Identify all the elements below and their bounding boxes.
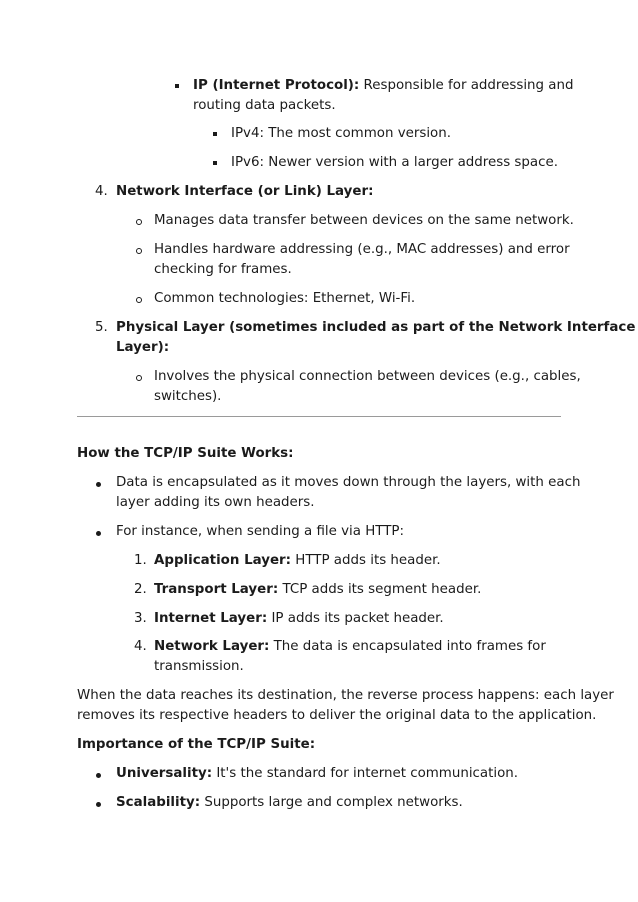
list-number: 5. xyxy=(95,320,108,335)
hollow-circle-bullet-icon xyxy=(136,297,142,303)
how-paragraph-line1: When the data reaches its destination, the reverse process happens: each layer xyxy=(77,688,614,703)
step-3 xyxy=(154,609,444,629)
importance-desc: Supports large and complex networks. xyxy=(200,795,463,810)
step-4-line2: transmission. xyxy=(154,659,244,674)
ipv6-item: IPv6: Newer version with a larger address space. xyxy=(231,155,558,170)
ipv4-item: IPv4: The most common version. xyxy=(231,126,451,141)
layer5-item-1-line2: switches). xyxy=(154,389,222,404)
layer4-item-2-line1: Handles hardware addressing (e.g., MAC addresses) and error xyxy=(154,242,570,257)
step-4-line1 xyxy=(154,637,546,657)
square-bullet-icon xyxy=(213,132,217,136)
how-bullet-1-line2: layer adding its own headers. xyxy=(116,495,315,510)
hollow-circle-bullet-icon xyxy=(136,248,142,254)
layer4-item-3: Common technologies: Ethernet, Wi-Fi. xyxy=(154,291,416,306)
how-bullet-2: For instance, when sending a file via HTTP: xyxy=(116,524,405,539)
bullet-dot-icon xyxy=(96,531,101,536)
how-bullet-1-line1: Data is encapsulated as it moves down through the layers, with each xyxy=(116,475,581,490)
bullet-dot-icon xyxy=(96,773,101,778)
importance-desc: It's the standard for internet communication. xyxy=(212,766,519,781)
list-number: 1. xyxy=(134,553,147,568)
ip-item-desc: Responsible for addressing and xyxy=(359,78,574,93)
square-bullet-icon xyxy=(213,161,217,165)
ip-item-term: IP (Internet Protocol): xyxy=(193,78,360,93)
hollow-circle-bullet-icon xyxy=(136,375,142,381)
section-divider xyxy=(77,416,561,417)
how-heading: How the TCP/IP Suite Works: xyxy=(77,446,294,461)
layer4-item-2-line2: checking for frames. xyxy=(154,262,292,277)
importance-item-1 xyxy=(116,764,518,784)
hollow-circle-bullet-icon xyxy=(136,219,142,225)
step-desc: The data is encapsulated into frames for xyxy=(269,639,546,654)
step-term: Transport Layer: xyxy=(154,582,279,597)
importance-term: Universality: xyxy=(116,766,213,781)
list-number: 3. xyxy=(134,611,147,626)
bullet-dot-icon xyxy=(96,802,101,807)
step-2 xyxy=(154,580,481,600)
layer4-title: Network Interface (or Link) Layer: xyxy=(116,184,374,199)
list-number: 4. xyxy=(134,639,147,654)
importance-item-2 xyxy=(116,793,463,813)
layer5-title-line2: Layer): xyxy=(116,340,170,355)
step-term: Internet Layer: xyxy=(154,611,268,626)
bullet-dot-icon xyxy=(96,482,101,487)
step-desc: TCP adds its segment header. xyxy=(278,582,482,597)
ip-item-line2: routing data packets. xyxy=(193,98,336,113)
how-paragraph-line2: removes its respective headers to deliver the original data to the application. xyxy=(77,708,597,723)
step-1 xyxy=(154,551,441,571)
square-bullet-icon xyxy=(175,84,179,88)
step-desc: HTTP adds its header. xyxy=(291,553,441,568)
importance-heading: Importance of the TCP/IP Suite: xyxy=(77,737,316,752)
importance-term: Scalability: xyxy=(116,795,201,810)
list-number: 2. xyxy=(134,582,147,597)
step-term: Network Layer: xyxy=(154,639,270,654)
ip-item-line1 xyxy=(193,76,573,96)
layer5-title-line1: Physical Layer (sometimes included as part of the Network Interface xyxy=(116,320,636,335)
step-desc: IP adds its packet header. xyxy=(267,611,444,626)
layer4-item-1: Manages data transfer between devices on the same network. xyxy=(154,213,574,228)
layer5-item-1-line1: Involves the physical connection between devices (e.g., cables, xyxy=(154,369,581,384)
list-number: 4. xyxy=(95,184,108,199)
step-term: Application Layer: xyxy=(154,553,291,568)
